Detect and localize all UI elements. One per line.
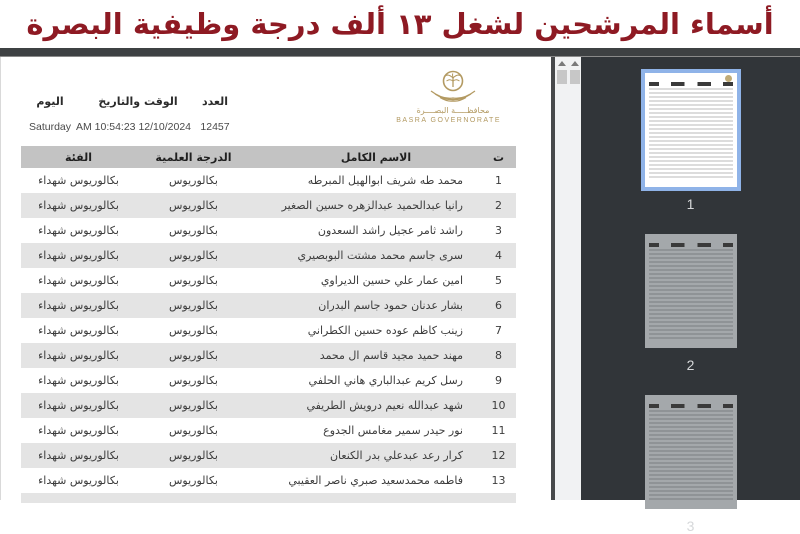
row-category: بكالوريوس شهداء xyxy=(38,349,119,362)
thumbnail-frame[interactable] xyxy=(641,230,741,352)
row-category: بكالوريوس شهداء xyxy=(38,449,119,462)
row-name: رسل كريم عبدالباري هاني الحلفي xyxy=(308,374,463,387)
table-row xyxy=(21,443,516,468)
document-viewer xyxy=(0,57,800,534)
row-name: محمد طه شريف ابوالهيل المبرطه xyxy=(307,174,463,187)
basra-governorate-logo xyxy=(396,69,501,124)
row-index: 9 xyxy=(495,374,502,387)
scroll-up-icon[interactable] xyxy=(558,61,566,66)
meta-datetime-value: AM 10:54:23 12/10/2024 xyxy=(75,121,191,133)
header-index: ت xyxy=(492,150,505,164)
document-scrollbar[interactable] xyxy=(557,59,567,500)
table-header-row xyxy=(21,146,516,168)
meta-number-label: العدد xyxy=(201,95,229,108)
meta-day-label: اليوم xyxy=(36,95,64,108)
row-name: شهد عبدالله نعيم درويش الطريفي xyxy=(306,399,463,412)
table-row xyxy=(21,343,516,368)
row-index: 10 xyxy=(491,399,506,412)
row-name: فاطمه محمدسعيد صبري ناصر العقيبي xyxy=(288,474,463,487)
meta-datetime xyxy=(75,95,191,133)
table-row xyxy=(21,368,516,393)
row-degree: بكالوريوس xyxy=(168,474,218,487)
table-row xyxy=(21,318,516,343)
header-degree: الدرجة العلمية xyxy=(155,150,232,164)
thumbnail-table-rows xyxy=(649,249,733,341)
row-name: كرار رعد عبدعلي بدر الكنعان xyxy=(329,449,463,462)
thumbnail-page-preview[interactable] xyxy=(645,234,737,348)
row-index: 7 xyxy=(495,324,502,337)
table-row xyxy=(21,393,516,418)
row-index: 2 xyxy=(495,199,502,212)
row-degree: بكالوريوس xyxy=(168,374,218,387)
header-name: الاسم الكامل xyxy=(340,150,412,164)
table-body xyxy=(21,168,516,493)
row-index: 12 xyxy=(491,449,506,462)
table-row xyxy=(21,168,516,193)
row-name: سرى جاسم محمد مشتت البوبصيري xyxy=(297,249,463,262)
palm-wings-emblem-icon xyxy=(427,69,479,105)
row-degree: بكالوريوس xyxy=(168,299,218,312)
table-row xyxy=(21,293,516,318)
row-degree: بكالوريوس xyxy=(168,399,218,412)
thumbnail-logo-mark xyxy=(725,75,732,82)
row-category: بكالوريوس شهداء xyxy=(38,224,119,237)
row-degree: بكالوريوس xyxy=(168,224,218,237)
thumbnail-page-preview[interactable] xyxy=(645,395,737,509)
row-degree: بكالوريوس xyxy=(168,249,218,262)
row-index: 4 xyxy=(495,249,502,262)
scroll-up-icon[interactable] xyxy=(571,61,579,66)
row-name: زينب كاظم عوده حسين الكطراني xyxy=(307,324,463,337)
candidates-table xyxy=(21,146,516,503)
scrollbar-strip xyxy=(555,57,581,500)
row-category: بكالوريوس شهداء xyxy=(38,474,119,487)
row-index: 8 xyxy=(495,349,502,362)
header-category: الفئة xyxy=(65,150,92,164)
row-index: 5 xyxy=(495,274,502,287)
row-degree: بكالوريوس xyxy=(168,324,218,337)
table-row xyxy=(21,193,516,218)
table-row xyxy=(21,218,516,243)
page-thumbnail[interactable] xyxy=(641,391,741,534)
top-divider xyxy=(0,48,800,57)
thumbnail-table-header xyxy=(649,404,733,408)
row-index: 3 xyxy=(495,224,502,237)
thumbnail-table-rows xyxy=(649,88,733,180)
row-name: بشار عدنان حمود جاسم البدران xyxy=(318,299,463,312)
logo-english-text: BASRA GOVERNORATE xyxy=(396,117,501,124)
thumbnail-page-number: 1 xyxy=(686,196,695,212)
row-category: بكالوريوس شهداء xyxy=(38,324,119,337)
row-category: بكالوريوس شهداء xyxy=(38,274,119,287)
page-thumbnail[interactable] xyxy=(641,69,741,212)
row-category: بكالوريوس شهداء xyxy=(38,299,119,312)
row-name: رانيا عبدالحميد عبدالزهره حسين الصغير xyxy=(281,199,463,212)
row-name: نور حيدر سمير مغامس الجدوع xyxy=(323,424,463,437)
logo-arabic-text: محافظـــــة البصــــرة xyxy=(416,106,490,115)
thumbnail-frame[interactable] xyxy=(641,391,741,513)
row-index: 1 xyxy=(495,174,502,187)
row-category: بكالوريوس شهداء xyxy=(38,374,119,387)
thumbnail-panel xyxy=(581,57,800,534)
row-name: مهند حميد مجيد قاسم ال محمد xyxy=(319,349,463,362)
thumbnail-table-header xyxy=(649,243,733,247)
row-degree: بكالوريوس xyxy=(168,199,218,212)
row-category: بكالوريوس شهداء xyxy=(38,174,119,187)
table-row-partial xyxy=(21,493,516,503)
panel-scrollbar[interactable] xyxy=(570,59,580,500)
row-index: 11 xyxy=(491,424,506,437)
row-degree: بكالوريوس xyxy=(168,349,218,362)
table-row xyxy=(21,418,516,443)
table-row xyxy=(21,468,516,493)
table-row xyxy=(21,268,516,293)
meta-day-value: Saturday xyxy=(28,121,72,133)
meta-number-value: 12457 xyxy=(200,121,230,133)
row-degree: بكالوريوس xyxy=(168,274,218,287)
meta-day xyxy=(17,95,83,133)
thumbnail-page-number: 3 xyxy=(686,518,695,534)
page-title-bar xyxy=(0,0,800,48)
row-degree: بكالوريوس xyxy=(168,449,218,462)
thumbnail-page-number: 2 xyxy=(686,357,695,373)
thumbnail-page-preview[interactable] xyxy=(645,73,737,187)
thumbnail-frame[interactable] xyxy=(641,69,741,191)
row-index: 13 xyxy=(491,474,506,487)
row-index: 6 xyxy=(495,299,502,312)
row-name: راشد ثامر عجيل راشد السعدون xyxy=(317,224,463,237)
row-category: بكالوريوس شهداء xyxy=(38,199,119,212)
row-degree: بكالوريوس xyxy=(168,424,218,437)
row-category: بكالوريوس شهداء xyxy=(38,399,119,412)
row-category: بكالوريوس شهداء xyxy=(38,424,119,437)
document-page xyxy=(0,57,555,500)
row-name: امين عمار علي حسين الديراوي xyxy=(320,274,463,287)
page-title: أسماء المرشحين لشغل ١٣ ألف درجة وظيفية البصرة xyxy=(26,7,774,41)
row-degree: بكالوريوس xyxy=(168,174,218,187)
thumbnail-table-header xyxy=(649,82,733,86)
meta-datetime-label: الوقت والتاريخ xyxy=(98,95,178,108)
thumbnail-table-rows xyxy=(649,410,733,502)
table-row xyxy=(21,243,516,268)
row-category: بكالوريوس شهداء xyxy=(38,249,119,262)
panel-scrollbar-thumb[interactable] xyxy=(570,70,580,84)
meta-number xyxy=(181,95,249,133)
page-thumbnail[interactable] xyxy=(641,230,741,373)
document-scrollbar-thumb[interactable] xyxy=(557,70,567,84)
